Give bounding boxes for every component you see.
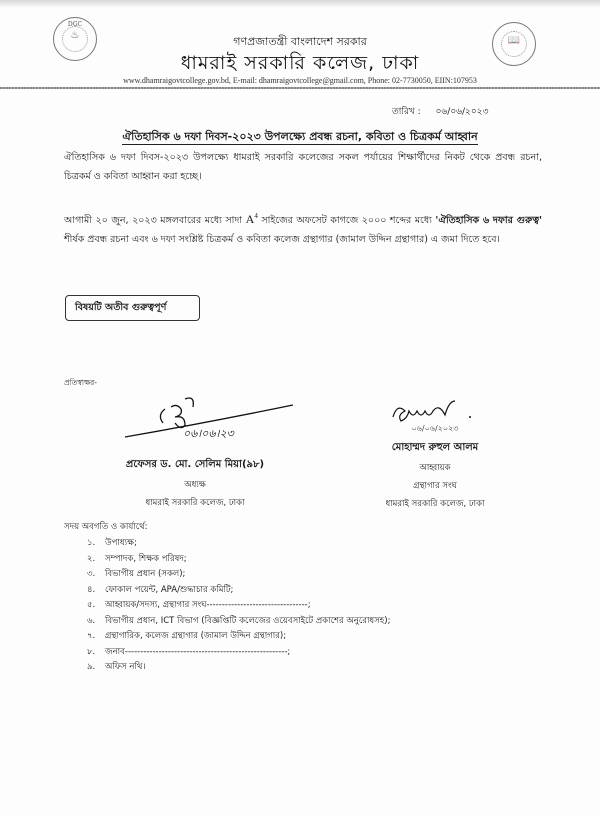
principal-organization: ধামরাই সরকারি কলেজ, ঢাকা bbox=[145, 498, 245, 508]
para2-text-3: শীর্ষক প্রবন্ধ রচনা এবং ৬ দফা সংশ্লিষ্ট চিত্রকর্ম ও কবিতা কলেজ গ্রন্থাগার (জামাল উদ্দিন গ্রন্থাগার) এ জমা দিতে হবে। bbox=[64, 234, 500, 245]
book-glyph: 📖 bbox=[507, 35, 521, 46]
notice-title bbox=[0, 128, 600, 147]
distribution-item: ৯. অফিস নথি। bbox=[87, 662, 146, 672]
para2-text-2: সাইজের অফসেট কাগজে ২০০০ শব্দের মধ্যে bbox=[261, 215, 432, 226]
distribution-item: ৩. বিভাগীয় প্রধান (সকল); bbox=[87, 569, 186, 579]
scan-shadow bbox=[0, 0, 600, 8]
government-heading: গণপ্রজাতন্ত্রী বাংলাদেশ সরকার bbox=[233, 35, 367, 48]
countersign-label: প্রতিস্বাক্ষর- bbox=[64, 378, 98, 387]
convener-unit: গ্রন্থাগার সংঘ bbox=[413, 481, 457, 491]
distribution-item: ৫. আহ্বায়ক/সদস্য, গ্রন্থাগার সংঘ---------------------------------; bbox=[87, 600, 311, 610]
distribution-item: ৮. জনাব-----------------------------------------------------; bbox=[87, 646, 291, 657]
convener-signature bbox=[375, 395, 495, 425]
date-line bbox=[392, 104, 488, 119]
body-paragraph-1: ঐতিহাসিক ৬ দফা দিবস-২০২৩ উপলক্ষ্যে ধামরাই সরকারি কলেজের সকল পর্যায়ের শিক্ষার্থীদের নিকট থেকে প্রবন্ধ রচনা, চিত্রকর্ম ও কবিতা আহ্বান করা হচ্ছে। bbox=[64, 152, 542, 182]
paper-size bbox=[246, 212, 258, 226]
distribution-list bbox=[87, 536, 507, 676]
convener-designation: আহ্বায়ক bbox=[419, 463, 451, 473]
distribution-item: ৭. গ্রন্থাগারিক, কলেজ গ্রন্থাগার (জামাল উদ্দিন গ্রন্থাগার); bbox=[87, 631, 287, 641]
contact-line: www.dhamraigovtcollege.gov.bd, E-mail: dhamraigovtcollege@gmail.com, Phone: 02-7730050, EIIN:107953 bbox=[123, 76, 477, 85]
signatory-principal bbox=[90, 395, 300, 510]
paper-size-letter: A bbox=[245, 212, 255, 226]
distribution-item: ১. উপাধ্যক্ষ; bbox=[87, 538, 137, 548]
para2-text-1: আগামী ২০ জুন, ২০২৩ মঙ্গলবারের মধ্যে সাদা bbox=[64, 215, 243, 226]
principal-designation: অধ্যক্ষ bbox=[184, 480, 206, 490]
svg-text:০৬।০৬।২৩: ০৬।০৬।২৩ bbox=[183, 427, 234, 440]
distribution-item: ৬. বিভাগীয় প্রধান, ICT বিভাগ (বিজ্ঞপ্তিটি কলেজের ওয়েবসাইটে প্রকাশের অনুরোধসহ); bbox=[87, 615, 391, 626]
convener-organization: ধামরাই সরকারি কলেজ, ঢাকা bbox=[385, 499, 485, 509]
convener-name: মোহাম্মদ রুহুল আলম bbox=[391, 442, 479, 453]
body-paragraph-2 bbox=[64, 207, 542, 249]
distribution-heading: সদয় অবগতি ও কার্যার্থে: bbox=[64, 522, 148, 532]
importance-notice-box: বিষয়টি অতীব গুরুত্বপূর্ণ bbox=[65, 295, 200, 321]
essay-topic: 'ঐতিহাসিক ৬ দফার গুরুত্ব' bbox=[435, 215, 543, 226]
date-label: তারিখ : bbox=[392, 107, 421, 117]
notice-title-text: ঐতিহাসিক ৬ দফা দিবস-২০২৩ উপলক্ষ্যে প্রবন্ধ রচনা, কবিতা ও চিত্রকর্ম আহ্বান bbox=[122, 130, 478, 143]
principal-signature bbox=[95, 395, 295, 441]
distribution-item: ২. সম্পাদক, শিক্ষক পরিষদ; bbox=[87, 553, 187, 564]
date-value: ০৬/০৬/২০২৩ bbox=[435, 107, 489, 117]
header-divider bbox=[0, 87, 600, 89]
distribution-item: ৪. ফোকাল পয়েন্ট, APA/শুদ্ধাচার কমিটি; bbox=[87, 584, 234, 595]
college-name: ধামরাই সরকারি কলেজ, ঢাকা bbox=[180, 52, 420, 74]
signatory-convener bbox=[360, 395, 510, 511]
lamp-glyph: ♨ bbox=[70, 30, 80, 41]
principal-name: প্রফেসর ড. মো. সেলিম মিয়া(৯৮) bbox=[125, 459, 265, 470]
convener-signature-date: ০৬/০৬/২০২৩ bbox=[411, 424, 459, 433]
paper-size-number: 4 bbox=[254, 212, 258, 220]
seal-acronym: DGC bbox=[67, 21, 83, 28]
